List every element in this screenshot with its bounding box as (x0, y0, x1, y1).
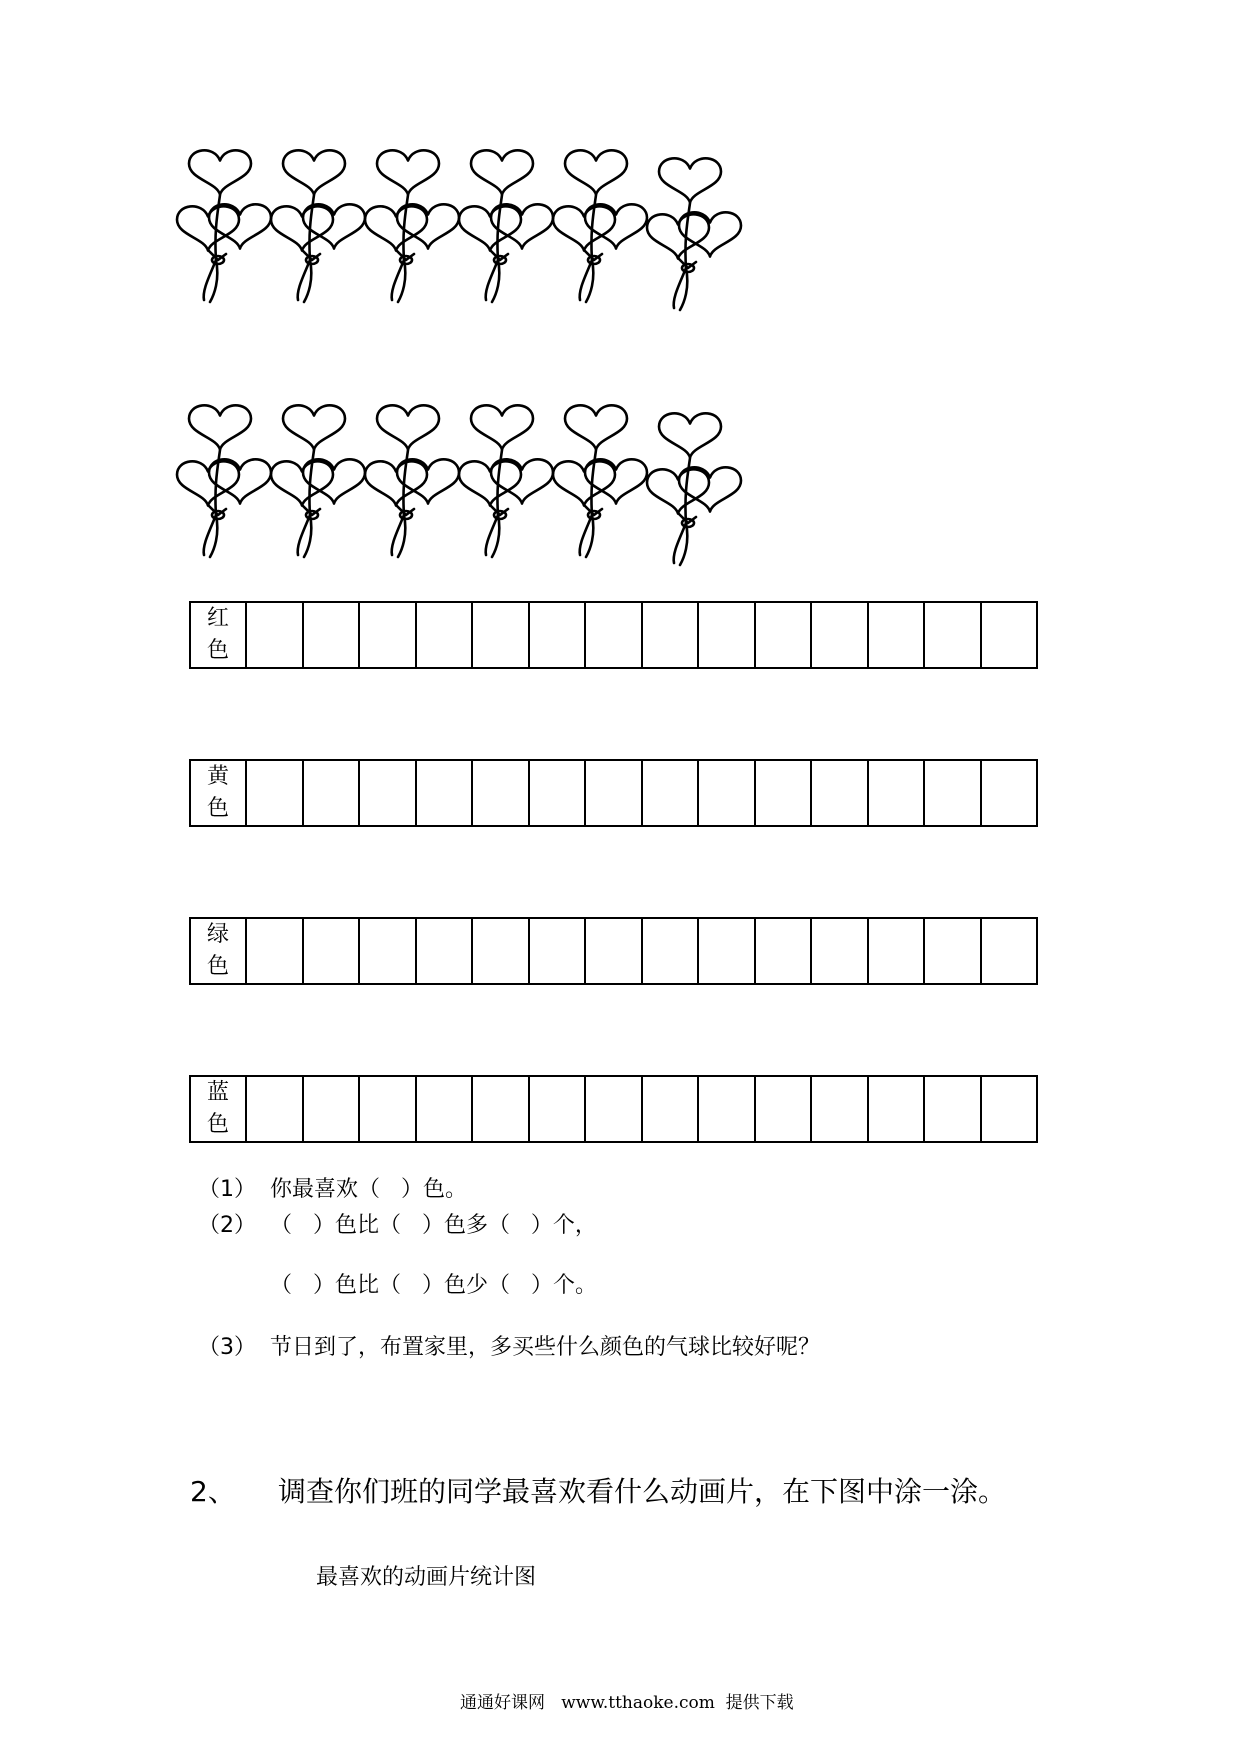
grid-cell[interactable] (585, 602, 642, 668)
balloon-bunch-icon (368, 405, 468, 565)
grid-cell[interactable] (303, 602, 360, 668)
row-label: 蓝 色 (190, 1076, 246, 1142)
grid-cell[interactable] (246, 918, 303, 984)
grid-cell[interactable] (698, 760, 755, 826)
grid-cell[interactable] (303, 1076, 360, 1142)
grid-cell[interactable] (416, 918, 473, 984)
grid-cell[interactable] (472, 1076, 529, 1142)
balloon-bunch-icon (556, 150, 656, 310)
grid-cell[interactable] (416, 602, 473, 668)
footer-credit: 通通好课网 www.tthaoke.com 提供下载 (460, 1693, 794, 1713)
grid-cell[interactable] (359, 760, 416, 826)
grid-cell[interactable] (472, 760, 529, 826)
balloon-bunch-icon (274, 150, 374, 310)
grid-cell[interactable] (924, 1076, 981, 1142)
grid-cell[interactable] (416, 760, 473, 826)
yellow-count-grid (189, 759, 1038, 827)
grid-cell[interactable] (811, 760, 868, 826)
grid-cell[interactable] (755, 602, 812, 668)
grid-cell[interactable] (529, 1076, 586, 1142)
balloon-bunch-icon (274, 405, 374, 565)
grid-cell[interactable] (981, 760, 1038, 826)
balloon-bunch-icon (180, 150, 280, 310)
grid-cell[interactable] (698, 918, 755, 984)
grid-cell[interactable] (246, 760, 303, 826)
question-3: （3） 节日到了，布置家里，多买些什么颜色的气球比较好呢？ (198, 1335, 820, 1360)
grid-cell[interactable] (642, 918, 699, 984)
grid-cell[interactable] (585, 918, 642, 984)
grid-cell[interactable] (416, 1076, 473, 1142)
balloon-bunch-icon (462, 405, 562, 565)
grid-cell[interactable] (529, 602, 586, 668)
balloon-bunch-icon (368, 150, 468, 310)
grid-cell[interactable] (811, 918, 868, 984)
green-count-grid (189, 917, 1038, 985)
balloon-bunch-icon (650, 158, 750, 318)
grid-cell[interactable] (924, 760, 981, 826)
balloon-bunch-icon (650, 413, 750, 573)
grid-cell[interactable] (303, 918, 360, 984)
question-2-line-2: （ ）色比（ ）色少（ ）个。 (270, 1273, 597, 1298)
row-label: 红 色 (190, 602, 246, 668)
grid-cell[interactable] (868, 918, 925, 984)
grid-cell[interactable] (642, 1076, 699, 1142)
grid-cell[interactable] (755, 1076, 812, 1142)
balloon-bunch-icon (556, 405, 656, 565)
row-label: 黄 色 (190, 760, 246, 826)
blue-count-grid (189, 1075, 1038, 1143)
question-2-line-1: （2） （ ）色比（ ）色多（ ）个， (198, 1213, 597, 1238)
grid-cell[interactable] (811, 1076, 868, 1142)
grid-cell[interactable] (585, 1076, 642, 1142)
grid-cell[interactable] (981, 602, 1038, 668)
grid-cell[interactable] (472, 602, 529, 668)
grid-cell[interactable] (529, 918, 586, 984)
row-label: 绿 色 (190, 918, 246, 984)
grid-cell[interactable] (246, 602, 303, 668)
section-2-instruction: 调查你们班的同学最喜欢看什么动画片，在下图中涂一涂。 (278, 1475, 1007, 1508)
grid-cell[interactable] (359, 602, 416, 668)
grid-cell[interactable] (529, 760, 586, 826)
grid-cell[interactable] (359, 1076, 416, 1142)
grid-cell[interactable] (868, 760, 925, 826)
chart-title: 最喜欢的动画片统计图 (316, 1565, 537, 1590)
grid-cell[interactable] (585, 760, 642, 826)
section-2-number: 2、 (190, 1475, 236, 1508)
grid-cell[interactable] (924, 918, 981, 984)
grid-cell[interactable] (642, 602, 699, 668)
question-1: （1） 你最喜欢（ ）色。 (198, 1177, 467, 1202)
grid-cell[interactable] (246, 1076, 303, 1142)
grid-cell[interactable] (359, 918, 416, 984)
grid-cell[interactable] (755, 918, 812, 984)
red-count-grid (189, 601, 1038, 669)
grid-cell[interactable] (868, 602, 925, 668)
grid-cell[interactable] (755, 760, 812, 826)
grid-cell[interactable] (698, 1076, 755, 1142)
grid-cell[interactable] (472, 918, 529, 984)
grid-cell[interactable] (981, 918, 1038, 984)
grid-cell[interactable] (924, 602, 981, 668)
grid-cell[interactable] (981, 1076, 1038, 1142)
balloon-bunch-icon (462, 150, 562, 310)
grid-cell[interactable] (868, 1076, 925, 1142)
grid-cell[interactable] (642, 760, 699, 826)
grid-cell[interactable] (303, 760, 360, 826)
grid-cell[interactable] (811, 602, 868, 668)
grid-cell[interactable] (698, 602, 755, 668)
balloon-bunch-icon (180, 405, 280, 565)
